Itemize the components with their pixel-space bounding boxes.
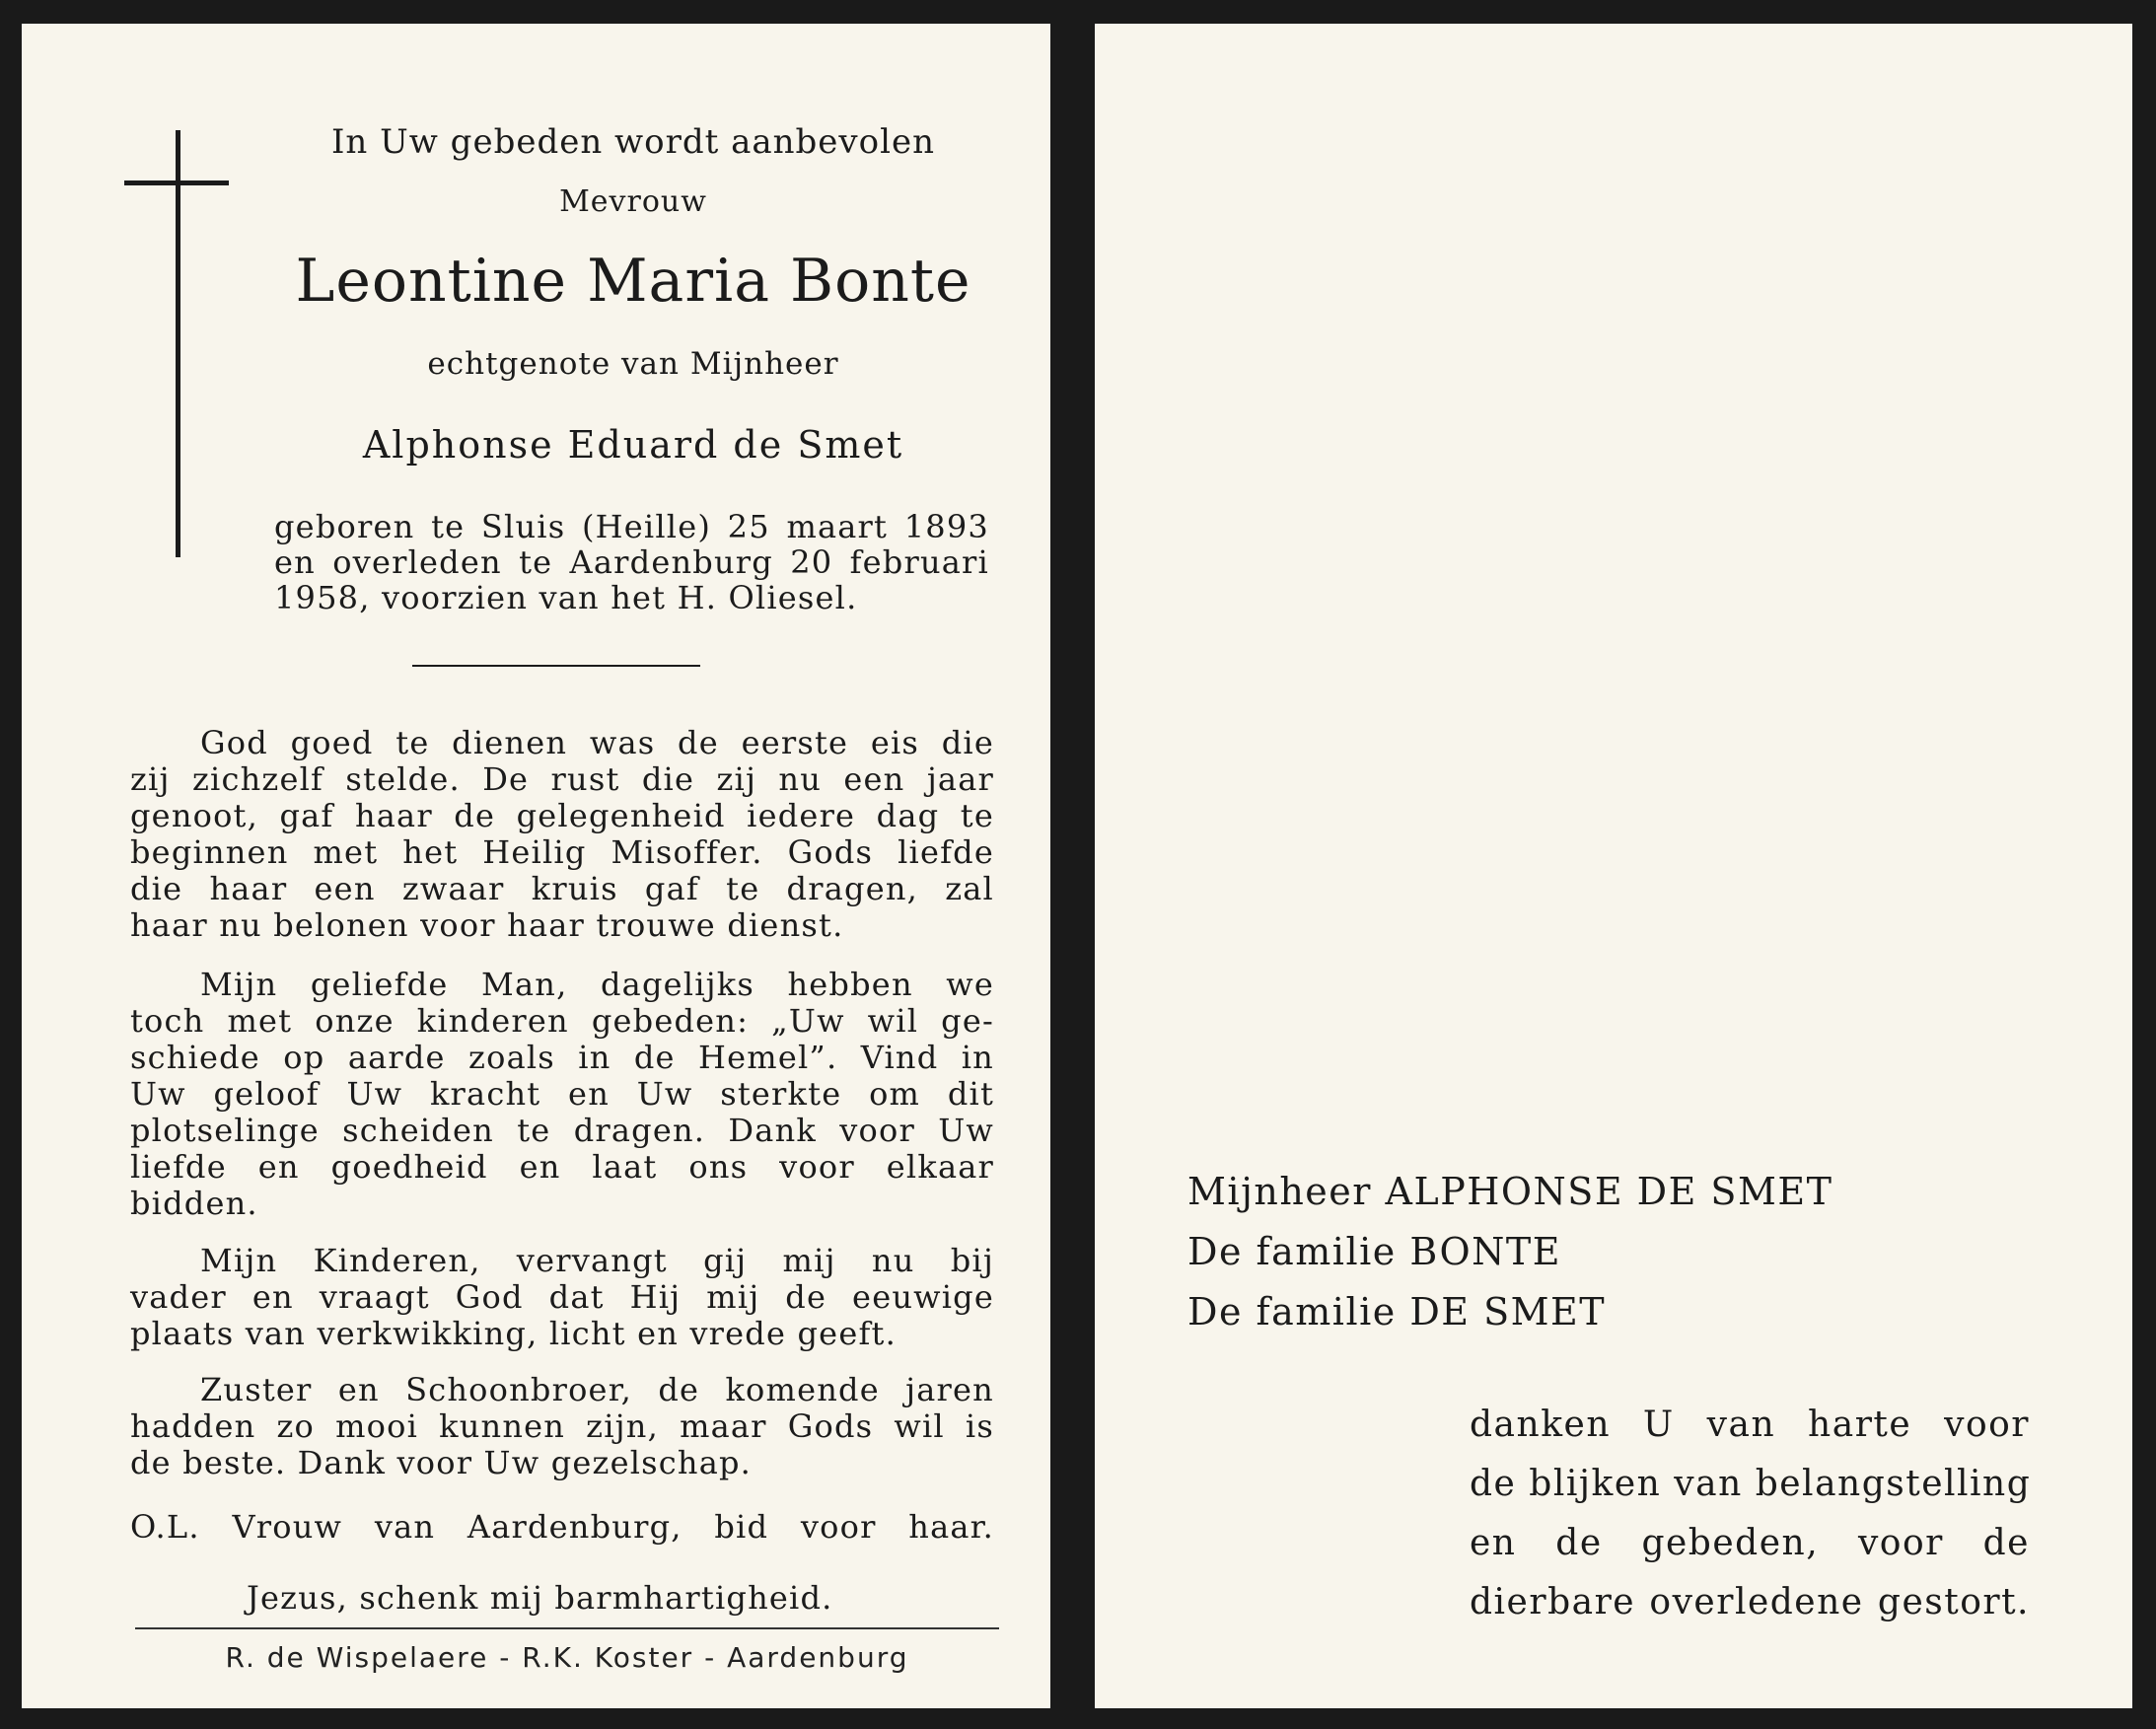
thanks-line: de blijken van belangstelling <box>1470 1464 2032 1504</box>
text-line: Zuster en Schoonbroer, de komende jaren <box>200 1371 994 1408</box>
left-panel <box>22 24 1050 1708</box>
honorific: Mevrouw <box>559 184 707 219</box>
thanks-line: danken U van harte voor <box>1470 1405 2030 1445</box>
text-line: plotselinge scheiden te dragen. Dank voor Uw <box>130 1112 994 1149</box>
text-line: die haar een zwaar kruis gaf te dragen, zal <box>130 870 994 907</box>
text-line: plaats van verkwikking, licht en vrede geeft. <box>130 1315 897 1352</box>
family-line: Mijnheer ALPHONSE DE SMET <box>1187 1170 1833 1213</box>
text-line: zij zichzelf stelde. De rust die zij nu een jaar <box>130 760 994 798</box>
text-line: toch met onze kinderen gebeden: „Uw wil ge- <box>130 1002 994 1040</box>
footer-rule <box>135 1627 999 1629</box>
text-line: Mijn Kinderen, vervangt gij mij nu bij <box>200 1242 994 1279</box>
text-line: Uw geloof Uw kracht en Uw sterkte om dit <box>130 1075 994 1113</box>
text-line: hadden zo mooi kunnen zijn, maar Gods wil is <box>130 1407 994 1445</box>
thanks-line: dierbare overledene gestort. <box>1470 1582 2030 1622</box>
text-line: liefde en goedheid en laat ons voor elkaar <box>130 1148 994 1186</box>
printer-credit: R. de Wispelaere - R.K. Koster - Aardenburg <box>225 1641 909 1674</box>
right-panel <box>1095 24 2132 1708</box>
cross-icon <box>176 130 180 557</box>
spouse-name: Alphonse Eduard de Smet <box>362 423 904 467</box>
text-line: Mijn geliefde Man, dagelijks hebben we <box>200 966 994 1003</box>
dates-line: geboren te Sluis (Heille) 25 maart 1893 <box>274 508 989 545</box>
dates-line: en overleden te Aardenburg 20 februari <box>274 543 989 581</box>
cross-icon-bar <box>124 180 229 185</box>
divider <box>412 665 700 667</box>
thanks-line: en de gebeden, voor de <box>1470 1523 2030 1563</box>
text-line: bidden. <box>130 1185 258 1222</box>
prayer-line: Jezus, schenk mij barmhartigheid. <box>247 1579 833 1617</box>
text-line: beginnen met het Heilig Misoffer. Gods liefde <box>130 833 994 871</box>
text-line: genoot, gaf haar de gelegenheid iedere dag te <box>130 797 994 834</box>
family-line: De familie DE SMET <box>1187 1290 1607 1333</box>
dates-line: 1958, voorzien van het H. Oliesel. <box>274 579 858 616</box>
text-line: haar nu belonen voor haar trouwe dienst. <box>130 906 844 944</box>
prayer-line: O.L. Vrouw van Aardenburg, bid voor haar. <box>130 1508 994 1546</box>
spouse-label: echtgenote van Mijnheer <box>427 346 839 382</box>
prayer-intro: In Uw gebeden wordt aanbevolen <box>330 122 936 162</box>
text-line: God goed te dienen was de eerste eis die <box>200 724 994 761</box>
deceased-name: Leontine Maria Bonte <box>295 247 971 316</box>
text-line: vader en vraagt God dat Hij mij de eeuwige <box>130 1278 994 1316</box>
text-line: de beste. Dank voor Uw gezelschap. <box>130 1444 753 1481</box>
text-line: schiede op aarde zoals in de Hemel”. Vind in <box>130 1039 994 1076</box>
family-line: De familie BONTE <box>1187 1230 1561 1273</box>
